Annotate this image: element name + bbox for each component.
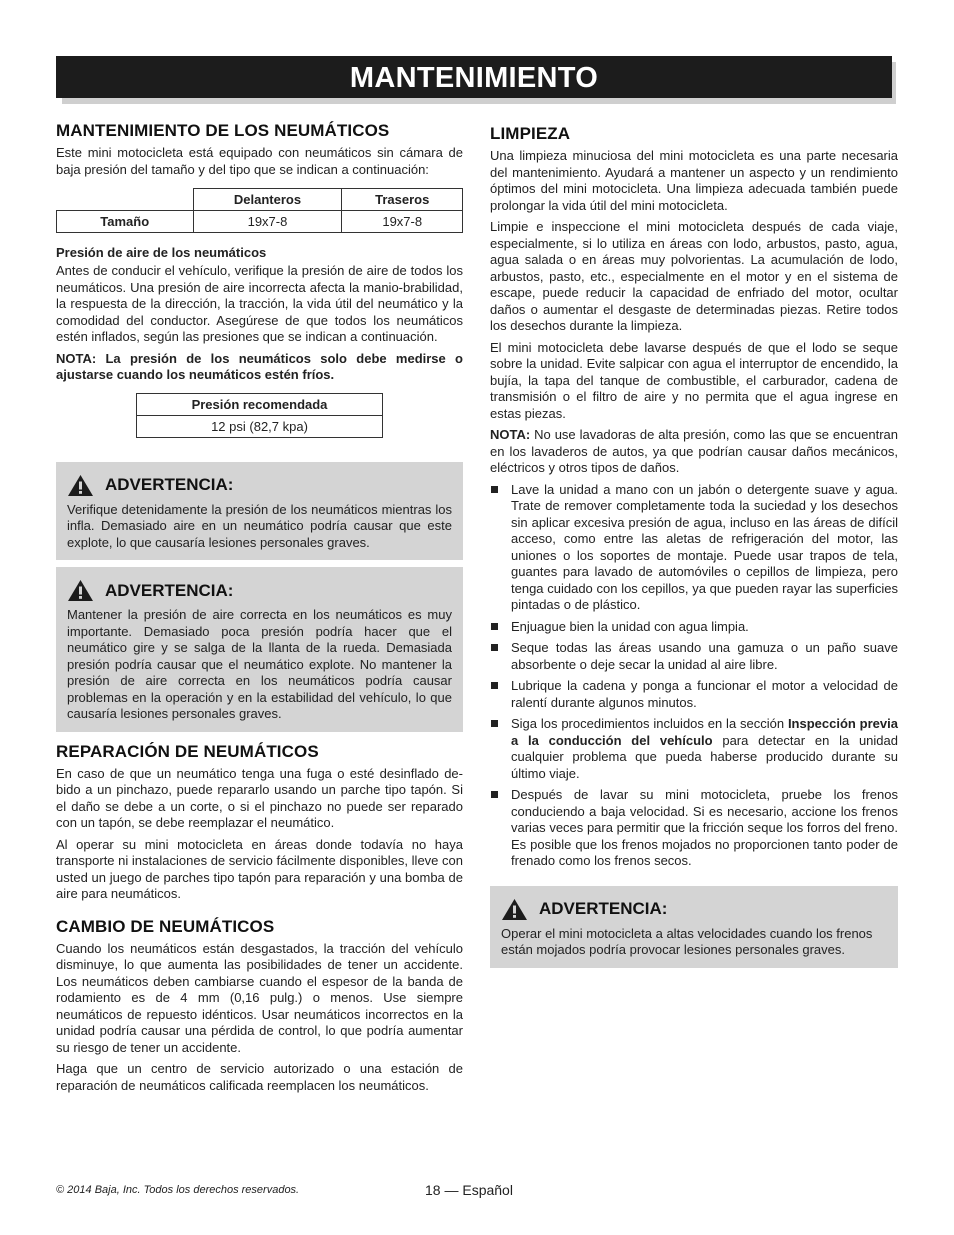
reparacion-p1: En caso de que un neumático tenga una fuga o esté desinflado de-bido a un pinchazo, puede repararlo usando un parche tipo tapón. Si el daño se debe a un corte, o si el pinchazo no puede ser reparado con un tapón, se debe reemplazar el neumático. xyxy=(56,765,463,830)
pressure-subheading: Presión de aire de los neumáticos xyxy=(56,245,267,260)
warning-title: ADVERTENCIA: xyxy=(539,899,668,918)
pressure-table-header: Presión recomendada xyxy=(137,393,383,415)
list-item: Enjuague bien la unidad con agua limpia. xyxy=(490,619,898,636)
limpieza-p2: Limpie e inspeccione el mini motocicleta después de cada viaje, especialmente, si lo utiliza en áreas con lodo, arbustos, pasto, agua, agua salada o en áreas muy polvorientas. La acumulación de lodo, arbustos, pasto, etc., especialmente en el motor y en el sistema de escape, puede reducir la capacidad de enfriado del motor, ocultar daños o aumentar el desgaste de determinadas piezas. Retire todos los desechos durante la limpieza. xyxy=(490,219,898,333)
pressure-note: NOTA: La presión de los neumáticos solo debe medirse o ajustarse cuando los neumáticos estén fríos. xyxy=(56,350,463,382)
list-item: Siga los procedimientos incluidos en la sección Inspección previa a la conducción del vehículo para detectar en la unidad cualquier problema que pueda haberse producido durante su último viaje. xyxy=(490,716,898,782)
section-heading-neumaticos: MANTENIMIENTO DE LOS NEUMÁTICOS xyxy=(56,121,390,140)
cambio-p1: Cuando los neumáticos están desgastados, la tracción del vehículo disminuye, lo que aumenta las posibilidades de tener un accidente. Los neumáticos deben cambiarse cuando el espesor de la banda de rodamiento es de 4 mm (0,16 pulg.) o menos. Use siempre neumáticos de repuesto idénticos. Usar neumáticos incorrectos en la unidad podría causar una pérdida de control, lo que podría aumentar su riesgo de tener un accidente. xyxy=(56,940,463,1055)
reparacion-p2: Al operar su mini motocicleta en áreas donde todavía no haya transporte ni instalaciones de servicio fácilmente disponibles, lleve con usted un juego de parches tipo tapón para reparación y una bomba de aire para neumáticos. xyxy=(56,836,463,901)
limpieza-p1: Una limpieza minuciosa del mini motocicleta es una parte necesaria del mantenimiento. Ayudará a mantener un aspecto y un rendimiento óptimos del mini motocicleta. Una limpieza adecuada también puede prolongar la vida útil del mini motocicleta. xyxy=(490,148,898,213)
warning-triangle-icon xyxy=(501,898,528,921)
table-row-label: Tamaño xyxy=(57,211,194,233)
table-cell-front: 19x7-8 xyxy=(193,211,342,233)
pressure-table xyxy=(136,393,383,438)
warning-box-2 xyxy=(56,567,463,732)
table-cell-rear: 19x7-8 xyxy=(342,211,463,233)
warning-text: Operar el mini motocicleta a altas velocidades cuando los frenos están mojados podría provocar lesiones personales graves. xyxy=(501,925,873,957)
pressure-text: Antes de conducir el vehículo, verifique la presión de aire de todos los neumáticos. Una presión de aire incorrecta afecta la manio-brabilidad, la respuesta de la dirección, la tracción, la vida útil del neumático y la comodidad del conductor. Asegúrese de que todos los neumáticos estén inflados, según las presiones que se indican a continuación. xyxy=(56,263,463,344)
warning-title: ADVERTENCIA: xyxy=(105,475,234,494)
warning-text: Mantener la presión de aire correcta en los neumáticos es muy importante. Demasiado poca presión podría hacer que el neumático gire y se salga de la llanta de la rueda. Demasiada presión podría causar que el neumático explote. No mantener la presión de aire correcta en los neumáticos podría causar problemas en la operación y en la estabilidad del vehículo, lo que causaría lesiones personales graves. xyxy=(67,607,452,721)
cambio-p2: Haga que un centro de servicio autorizado o una estación de reparación de neumáticos calificada reemplacen los neumáticos. xyxy=(56,1061,463,1093)
footer-copyright: © 2014 Baja, Inc. Todos los derechos reservados. xyxy=(56,1184,300,1196)
pressure-table-value: 12 psi (82,7 kpa) xyxy=(137,415,383,437)
page-title: MANTENIMIENTO xyxy=(56,56,892,98)
inspection-reference: Inspección previa a la conducción del vehículo xyxy=(511,716,898,748)
warning-box-3 xyxy=(490,886,898,968)
table-corner xyxy=(57,189,194,211)
list-item: Seque todas las áreas usando una gamuza o un paño suave absorbente o deje secar la unidad al aire libre. xyxy=(490,640,898,673)
warning-text: Verifique detenidamente la presión de los neumáticos mientras los infla. Demasiado aire en un neumático podría causar que este explote, lo que causaría lesiones personales graves. xyxy=(67,501,452,550)
neumaticos-intro: Este mini motocicleta está equipado con neumáticos sin cámara de baja presión del tamaño y del tipo que se indican a continuación: xyxy=(56,145,463,177)
warning-triangle-icon xyxy=(67,579,94,602)
section-heading-limpieza: LIMPIEZA xyxy=(490,124,571,143)
list-item: Lave la unidad a mano con un jabón o detergente suave y agua. Trate de remover completamente toda la suciedad y los desechos sin aplicar excesiva presión de agua, incluso en las áreas de difícil acceso, como entre las aletas de refrigeración del motor, las uniones o los soportes de montaje. Puede usar trapos de tela, guantes para lavado de automóviles o cepillos de limpieza, pero tenga cuidado con los cepillos, ya que pueden rayar las superficies pintadas o de plástico. xyxy=(490,482,898,614)
right-column xyxy=(490,124,898,975)
table-header-rear: Traseros xyxy=(342,189,463,211)
section-heading-cambio: CAMBIO DE NEUMÁTICOS xyxy=(56,916,275,936)
page-number: 18 — Español xyxy=(425,1182,513,1198)
warning-box-1 xyxy=(56,462,463,561)
left-column xyxy=(56,121,463,1099)
note-label: NOTA: xyxy=(490,427,531,442)
limpieza-note xyxy=(490,427,898,477)
limpieza-p3: El mini motocicleta debe lavarse después de que el lodo se seque sobre la unidad. Evite salpicar con agua el interruptor de encendido, la bujía, la tapa del tanque de combustible, el carburador, cadena de transmisión o el filtro de aire y no permita que el agua ingrese en estas piezas. xyxy=(490,339,898,421)
warning-triangle-icon xyxy=(67,474,94,497)
list-item: Lubrique la cadena y ponga a funcionar el motor a velocidad de ralentí durante algunos minutos. xyxy=(490,678,898,711)
note-text: No use lavadoras de alta presión, como las que se encuentran en los lavaderos de autos, ya que podrían causar daños mecánicos, eléctricos y otros tipos de daños. xyxy=(490,427,898,475)
table-header-front: Delanteros xyxy=(193,189,342,211)
warning-title: ADVERTENCIA: xyxy=(105,580,234,600)
section-heading-reparacion: REPARACIÓN DE NEUMÁTICOS xyxy=(56,741,319,761)
tire-size-table xyxy=(56,188,463,233)
list-item: Después de lavar su mini motocicleta, pruebe los frenos conduciendo a baja velocidad. Si es necesario, accione los frenos varias veces para permitir que la fricción seque los forros del freno. Es posible que los frenos mojados no proporcionen tanto poder de frenado como los frenos secos. xyxy=(490,787,898,870)
cleaning-steps-list xyxy=(490,482,898,870)
